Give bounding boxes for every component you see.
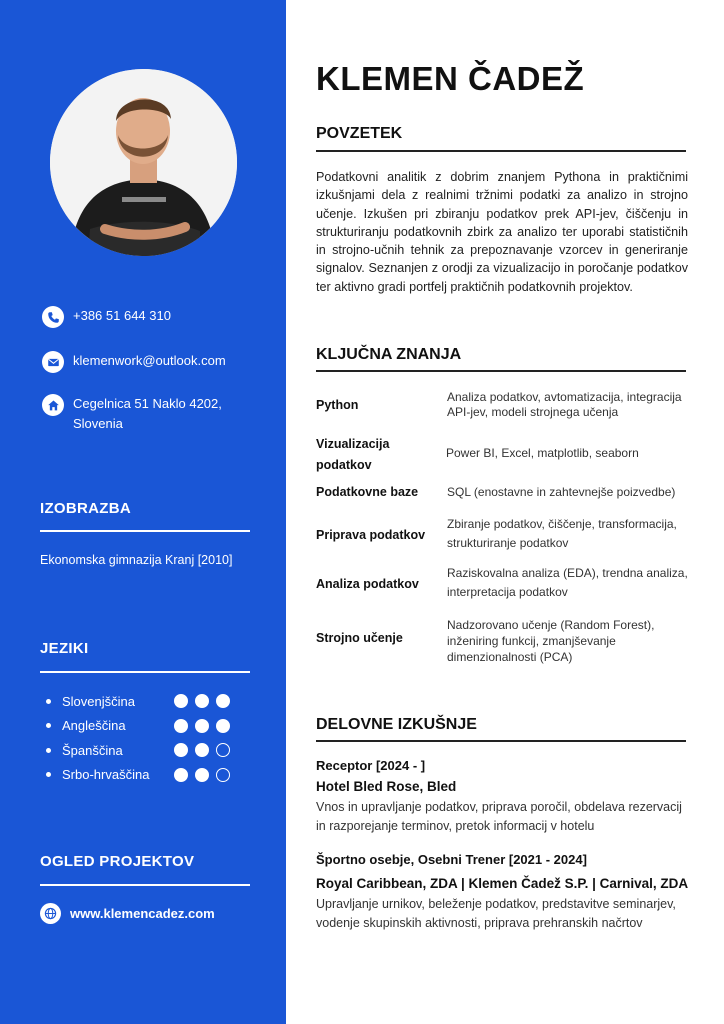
experience-divider bbox=[316, 740, 686, 742]
language-item bbox=[46, 738, 256, 763]
experience-heading: DELOVNE IZKUŠNJE bbox=[316, 716, 477, 733]
home-icon bbox=[42, 394, 64, 416]
skill-row bbox=[316, 617, 696, 669]
filled-dot-icon bbox=[216, 694, 230, 708]
skill-desc: Raziskovalna analiza (EDA), trendna analiza, interpretacija podatkov bbox=[447, 566, 688, 599]
skills-divider bbox=[316, 370, 686, 372]
job-description: Vnos in upravljanje podatkov, priprava poročil, obdelava rezervacij in razporejanje terminov, pretok informacij v hotelu bbox=[316, 800, 682, 833]
skill-row bbox=[316, 515, 696, 551]
address-contact bbox=[42, 394, 222, 434]
summary-text: Podatkovni analitik z dobrim znanjem Pythona in praktičnimi izkušnjami dela z realnimi tržnimi podatki za analizo in strojno učenje. Izkušen pri zbiranju podatkov prek API-jev, čiščenju in strukturiranju podatkovnih zbirk za analizo ter uporabi statističnih in strojno-učnih tehnik za prepoznavanje vzorcev in generiranje signalov. Seznanjen z orodji za vizualizacijo in poročanje podatkov ter aktivno gradi portfelj praktičnih podatkovnih projektov. bbox=[316, 170, 688, 294]
skill-row bbox=[316, 390, 696, 430]
language-item bbox=[46, 763, 256, 788]
candidate-name: KLEMEN ČADEŽ bbox=[316, 60, 585, 97]
address-line-2: Slovenia bbox=[73, 416, 123, 431]
filled-dot-icon bbox=[195, 719, 209, 733]
job-company: Hotel Bled Rose, Bled bbox=[316, 779, 457, 794]
education-heading: IZOBRAZBA bbox=[40, 500, 132, 517]
job-title: Športno osebje, Osebni Trener [2021 - 2024] bbox=[316, 852, 587, 867]
globe-icon bbox=[40, 903, 61, 924]
language-item bbox=[46, 714, 256, 739]
address-line-1: Cegelnica 51 Naklo 4202, bbox=[73, 396, 222, 411]
projects-divider bbox=[40, 884, 250, 886]
phone-icon bbox=[42, 306, 64, 328]
filled-dot-icon bbox=[174, 694, 188, 708]
skill-desc: Zbiranje podatkov, čiščenje, transformacija, strukturiranje podatkov bbox=[447, 517, 677, 550]
filled-dot-icon bbox=[195, 768, 209, 782]
summary-divider bbox=[316, 150, 686, 152]
phone-number: +386 51 644 310 bbox=[73, 308, 171, 323]
filled-dot-icon bbox=[174, 719, 188, 733]
job-description: Upravljanje urnikov, beleženje podatkov, predstavitve seminarjev, vodenje skupinskih aktivnosti, priprava prehranskih načrtov bbox=[316, 897, 676, 930]
empty-dot-icon bbox=[216, 768, 230, 782]
summary-heading: POVZETEK bbox=[316, 125, 403, 142]
skill-row bbox=[316, 434, 696, 476]
education-entry: Ekonomska gimnazija Kranj [2010] bbox=[40, 553, 233, 567]
proficiency-rating bbox=[174, 719, 230, 733]
skill-name: Vizualizacija podatkov bbox=[316, 437, 390, 472]
language-item bbox=[46, 689, 256, 714]
languages-divider bbox=[40, 671, 250, 673]
empty-dot-icon bbox=[216, 743, 230, 757]
projects-heading: OGLED PROJEKTOV bbox=[40, 853, 195, 870]
skill-desc: Power BI, Excel, matplotlib, seaborn bbox=[446, 446, 639, 460]
email-address: klemenwork@outlook.com bbox=[73, 353, 226, 368]
skill-name: Python bbox=[316, 398, 359, 412]
bullet-icon bbox=[46, 748, 51, 753]
filled-dot-icon bbox=[216, 719, 230, 733]
envelope-icon bbox=[42, 351, 64, 373]
skill-desc: Analiza podatkov, avtomatizacija, integracija API-jev, modeli strojnega učenja bbox=[447, 390, 682, 419]
proficiency-rating bbox=[174, 768, 230, 782]
languages-heading: JEZIKI bbox=[40, 640, 89, 657]
education-divider bbox=[40, 530, 250, 532]
phone-contact[interactable] bbox=[42, 306, 171, 328]
skill-name: Strojno učenje bbox=[316, 631, 403, 645]
skill-name: Podatkovne baze bbox=[316, 485, 419, 499]
filled-dot-icon bbox=[174, 768, 188, 782]
language-list bbox=[46, 689, 256, 787]
website-link[interactable] bbox=[40, 903, 215, 924]
bullet-icon bbox=[46, 699, 51, 704]
email-contact[interactable] bbox=[42, 351, 226, 373]
skill-row bbox=[316, 564, 696, 604]
website-url: www.klemencadez.com bbox=[70, 905, 215, 921]
skill-name: Analiza podatkov bbox=[316, 577, 419, 591]
profile-photo bbox=[50, 69, 237, 256]
filled-dot-icon bbox=[195, 694, 209, 708]
job-company: Royal Caribbean, ZDA | Klemen Čadež S.P. | Carnival, ZDA bbox=[316, 876, 689, 891]
language-name: Slovenjščina bbox=[62, 693, 135, 709]
proficiency-rating bbox=[174, 694, 230, 708]
filled-dot-icon bbox=[195, 743, 209, 757]
language-name: Španščina bbox=[62, 742, 123, 758]
bullet-icon bbox=[46, 723, 51, 728]
bullet-icon bbox=[46, 772, 51, 777]
proficiency-rating bbox=[174, 743, 230, 757]
skill-name: Priprava podatkov bbox=[316, 528, 426, 542]
skill-row bbox=[316, 482, 696, 504]
skills-heading: KLJUČNA ZNANJA bbox=[316, 346, 462, 363]
job-title: Receptor [2024 - ] bbox=[316, 758, 426, 773]
address bbox=[73, 394, 222, 434]
language-name: Srbo-hrvaščina bbox=[62, 767, 150, 783]
skill-desc: Nadzorovano učenje (Random Forest), inženiring funkcij, zmanjševanje dimenzionalnosti (PCA) bbox=[447, 618, 655, 664]
language-name: Angleščina bbox=[62, 718, 126, 734]
filled-dot-icon bbox=[174, 743, 188, 757]
sidebar bbox=[0, 0, 286, 1024]
skill-desc: SQL (enostavne in zahtevnejše poizvedbe) bbox=[447, 485, 676, 499]
